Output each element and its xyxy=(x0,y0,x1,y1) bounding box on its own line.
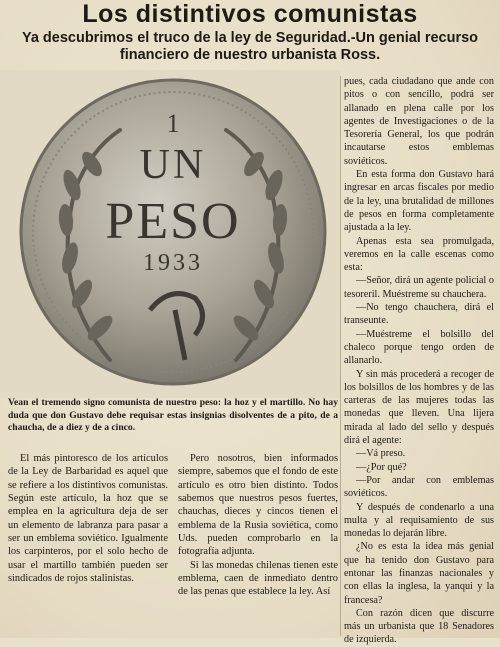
paragraph: Pero nosotros, bien informados siempre, sabemos que el fondo de este artículo es otro bien distinto. Todos sabemos que nuestros pesos fuertes, chauchas, dieces y cincos tienen el emblema de la Rusia soviética, como Uds. pueden comprobarlo en la fotografía adjunta. xyxy=(178,453,338,558)
column-divider xyxy=(340,76,341,636)
paragraph: En esta forma don Gustavo hará ingresar en arcas fiscales por medio de la ley, una brutalidad de millones de pesos en forma completamente ajustada a la ley. xyxy=(344,169,494,234)
paragraph: Con razón dicen que discurre más un urbanista que 18 Senadores de izquierda. xyxy=(344,607,494,646)
paragraph: —¿Por qué? xyxy=(356,461,407,473)
coin-year: 1933 xyxy=(143,250,203,276)
paragraph: —Muéstreme el bolsillo del chaleco porque tengo orden de allanarlo. xyxy=(344,328,494,367)
article-column-2 xyxy=(178,452,338,599)
paragraph: —No tengo chauchera, dirá el transeunte. xyxy=(344,302,494,327)
coin-photo xyxy=(0,70,340,398)
paragraph: —Por andar con emblemas soviéticos. xyxy=(344,474,494,500)
paragraph: Apenas esta sea promulgada, veremos en la calle escenas como esta: xyxy=(344,235,494,274)
coin-currency: PESO xyxy=(105,193,241,250)
paragraph: El más pintoresco de los artículos de la Ley de Barbaridad es aquel que se refiere a los distintivos comunistas. Según este artículo, la hoz que se emplea en la agricultura deja de ser un elemento de labranza para pasar a ser un emblema soviético. Igualmente los carpinteros, por el solo hecho de usar el martillo también pueden ser sindicados de rojos stalinistas. xyxy=(8,453,168,585)
article-column-3 xyxy=(344,75,494,647)
paragraph: Si las monedas chilenas tienen este emblema, caen de inmediato dentro de las penas que establece la ley. Así xyxy=(178,559,338,598)
peso-coin-image xyxy=(0,70,340,398)
paragraph: ¿No es esta la idea más genial que ha tenido don Gustavo para entonar las finanzas nacionales y con ellas la inglesa, la yanqui y la francesa? xyxy=(344,541,494,606)
photo-caption: Vean el tremendo signo comunista de nuestro peso: la hoz y el martillo. No hay duda que don Gustavo debe requisar estas insignias disolventes de a pito, de a chaucha, de a diez y de a cinco. xyxy=(8,397,338,434)
paragraph: Y después de condenarlo a una multa y al requisamiento de sus monedas lo dejarán libre. xyxy=(344,501,494,540)
subheadline: Ya descubrimos el truco de la ley de Seguridad.-Un genial recurso financiero de nuestro urbanista Ross. xyxy=(21,30,479,63)
headline: Los distintivos comunistas xyxy=(82,0,418,28)
article-column-1 xyxy=(8,452,168,585)
coin-denomination-top: 1 xyxy=(166,109,180,138)
paragraph: pues, cada ciudadano que ande con pitos o con sencillo, podrá ser allanado en plena calle por los agentes de Investigaciones o de la Tesorería General, los que podrán incautarse estos emblemas soviéticos. xyxy=(344,76,494,167)
paragraph: Y sin más procederá a recoger de los bolsillos de los hombres y de las carteras de las mujeres todas las monedas que lleven. Una lijera mirada al lado del sello y después dirá el agente: xyxy=(344,368,494,447)
paragraph: —Vá preso. xyxy=(356,448,406,460)
paragraph: —Señor, dirá un agente policial o tesoreril. Muéstreme su chauchera. xyxy=(344,275,494,300)
coin-word: UN xyxy=(139,142,207,188)
